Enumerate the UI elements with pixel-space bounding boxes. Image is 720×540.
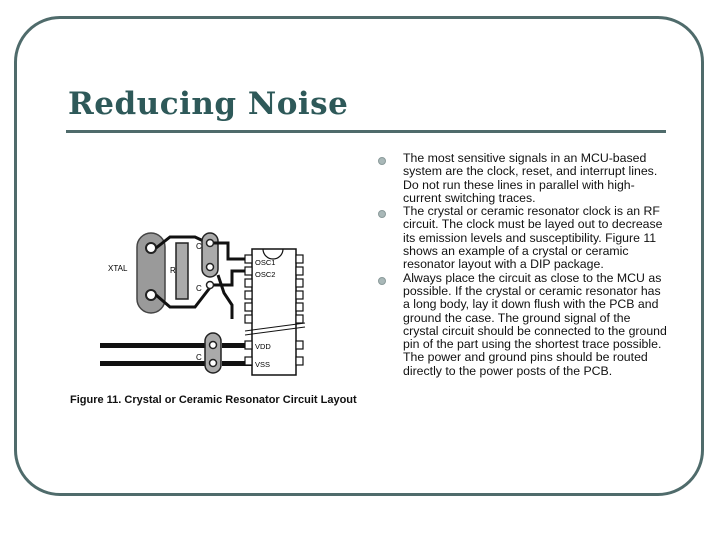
crystal-pin-top [146, 243, 156, 253]
bullet-text: The crystal or ceramic resonator clock is an RF circuit. The clock must be layed out to decrease its emission levels and susceptibility. Figure 11 shows an example of a crystal or ceramic resonator layout with a DIP package. [403, 204, 663, 272]
label-osc2: OSC2 [255, 270, 276, 279]
bullet-item [378, 205, 668, 271]
bullet-list [378, 152, 668, 378]
crystal-pin-bottom [146, 290, 156, 300]
bullet-item [378, 152, 668, 205]
title-rule [66, 130, 666, 133]
resistor [176, 243, 188, 299]
label-vss: VSS [255, 360, 271, 369]
bullet-item [378, 272, 668, 378]
slide-title: Reducing Noise [68, 86, 349, 122]
figure-caption: Figure 11. Crystal or Ceramic Resonator Circuit Layout [70, 394, 357, 406]
bullet-dot-icon [378, 277, 386, 285]
label-c-low: C [196, 353, 202, 362]
bullet-text: Always place the circuit as close to the MCU as possible. If the crystal or ceramic resonator has a long body, lay it down flush with the PCB and ground the case. The ground signal of the crystal circuit should be connected to the ground pin of the part using the shortest trace possible. The power and ground pins should be routed directly to the power posts of the PCB. [403, 270, 667, 378]
bullet-text: The most sensitive signals in an MCU-based system are the clock, reset, and interrupt lines. Do not run these lines in parallel with high-current switching traces. [403, 151, 658, 205]
label-c-top: C [196, 242, 202, 251]
label-osc1: OSC1 [255, 258, 276, 267]
label-vdd: VDD [255, 342, 271, 351]
label-r: R [170, 266, 176, 275]
circuit-figure [100, 215, 380, 385]
bullet-dot-icon [378, 157, 386, 165]
dip-package [252, 249, 296, 375]
bullet-dot-icon [378, 210, 386, 218]
label-c-mid: C [196, 284, 202, 293]
label-xtal: XTAL [108, 264, 128, 273]
